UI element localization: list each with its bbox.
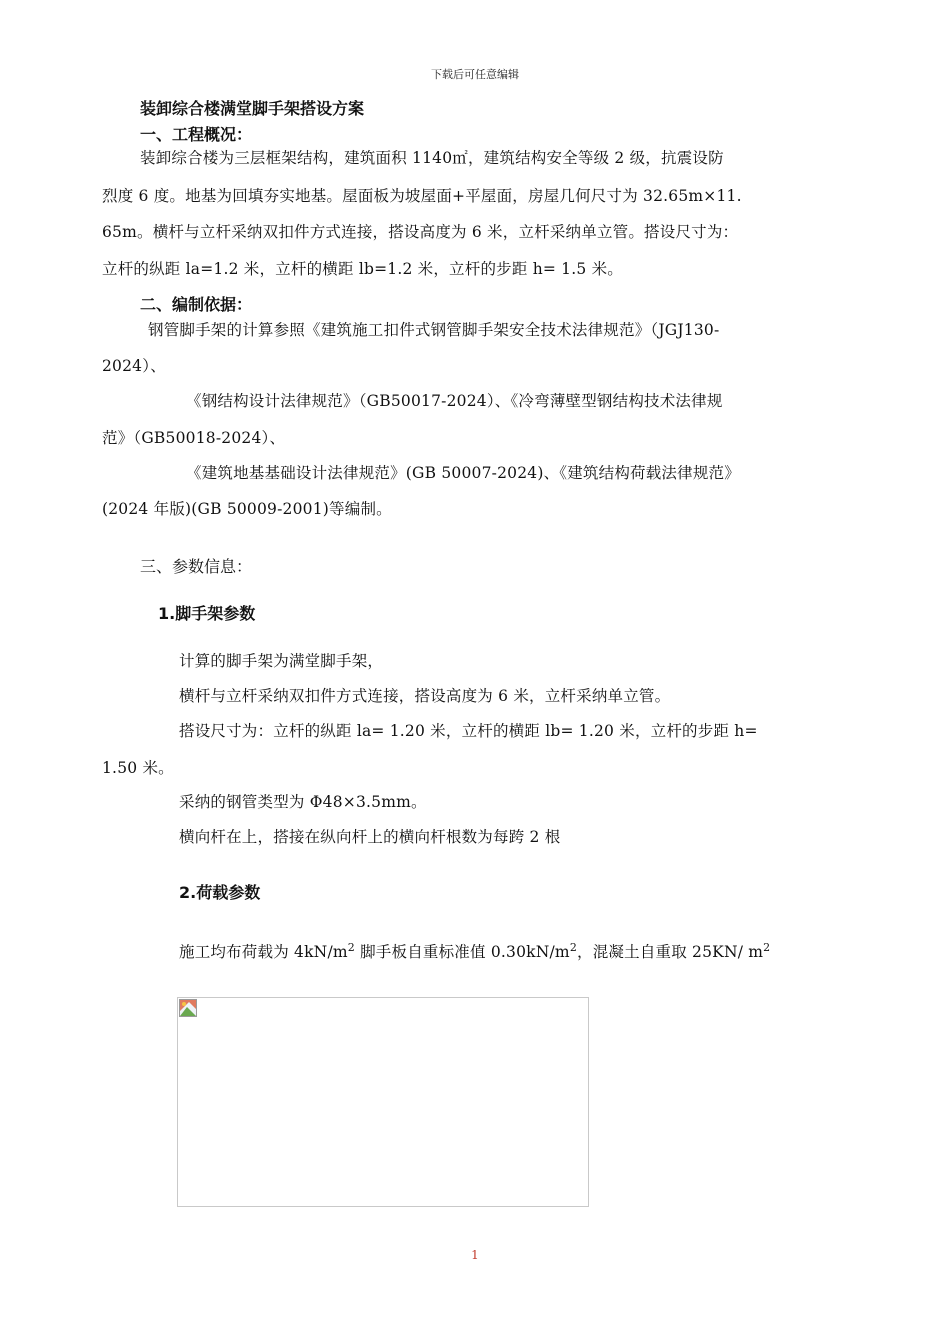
param-line: 采纳的钢管类型为 Φ48×3.5mm。 bbox=[179, 793, 427, 811]
section1-heading: 一、工程概况： bbox=[140, 125, 253, 144]
section1-line: 烈度 6 度。地基为回填夯实地基。屋面板为坡屋面+平屋面，房屋几何尺寸为 32.65m×11. bbox=[102, 187, 742, 205]
section2-line: 2024）、 bbox=[102, 357, 166, 375]
load-superscript: 2 bbox=[347, 940, 355, 954]
image-placeholder bbox=[177, 997, 589, 1207]
header-note: 下载后可任意编辑 bbox=[431, 68, 519, 81]
section2-line: 范》（GB50018-2024）、 bbox=[102, 429, 286, 447]
section1-line: 65m。横杆与立杆采纳双扣件方式连接，搭设高度为 6 米，立杆采纳单立管。搭设尺寸为： bbox=[102, 223, 739, 241]
subsection2-heading: 2.荷载参数 bbox=[179, 883, 261, 902]
load-superscript: 2 bbox=[569, 940, 578, 954]
param-line: 横向杆在上，搭接在纵向杆上的横向杆根数为每跨 2 根 bbox=[179, 828, 561, 846]
section1-line: 装卸综合楼为三层框架结构，建筑面积 1140㎡，建筑结构安全等级 2 级，抗震设防 bbox=[140, 149, 724, 167]
load-superscript: 2 bbox=[763, 940, 771, 954]
section2-line: 钢管脚手架的计算参照《建筑施工扣件式钢管脚手架安全技术法律规范》（JGJ130- bbox=[148, 321, 720, 339]
document-title: 装卸综合楼满堂脚手架搭设方案 bbox=[140, 99, 365, 118]
param-line: 横杆与立杆采纳双扣件方式连接，搭设高度为 6 米，立杆采纳单立管。 bbox=[179, 687, 671, 705]
section2-line: (2024 年版)(GB 50009-2001)等编制。 bbox=[102, 500, 392, 518]
load-text: 施工均布荷载为 4kN/m bbox=[179, 943, 348, 961]
section2-line: 《钢结构设计法律规范》（GB50017-2024）、《冷弯薄壁型钢结构技术法律规 bbox=[186, 392, 723, 410]
load-text: 脚手板自重标准值 0.30kN/m bbox=[354, 943, 570, 961]
load-line bbox=[179, 940, 770, 962]
section2-line: 《建筑地基基础设计法律规范》(GB 50007-2024)、《建筑结构荷载法律规范》 bbox=[186, 464, 740, 482]
section1-line: 立杆的纵距 la=1.2 米，立杆的横距 lb=1.2 米，立杆的步距 h= 1.5 米。 bbox=[102, 260, 623, 278]
broken-image-icon bbox=[179, 999, 197, 1017]
page-number: 1 bbox=[471, 1248, 479, 1262]
param-line: 1.50 米。 bbox=[102, 759, 174, 777]
load-text: ，混凝土自重取 25KN/ m bbox=[577, 943, 764, 961]
param-line: 计算的脚手架为满堂脚手架， bbox=[179, 652, 384, 670]
section3-heading: 三、参数信息： bbox=[140, 557, 253, 576]
section2-heading: 二、编制依据： bbox=[140, 295, 253, 314]
subsection1-heading: 1.脚手架参数 bbox=[158, 604, 256, 623]
param-line: 搭设尺寸为：立杆的纵距 la= 1.20 米，立杆的横距 lb= 1.20 米，立杆的步距 h= bbox=[179, 722, 758, 740]
